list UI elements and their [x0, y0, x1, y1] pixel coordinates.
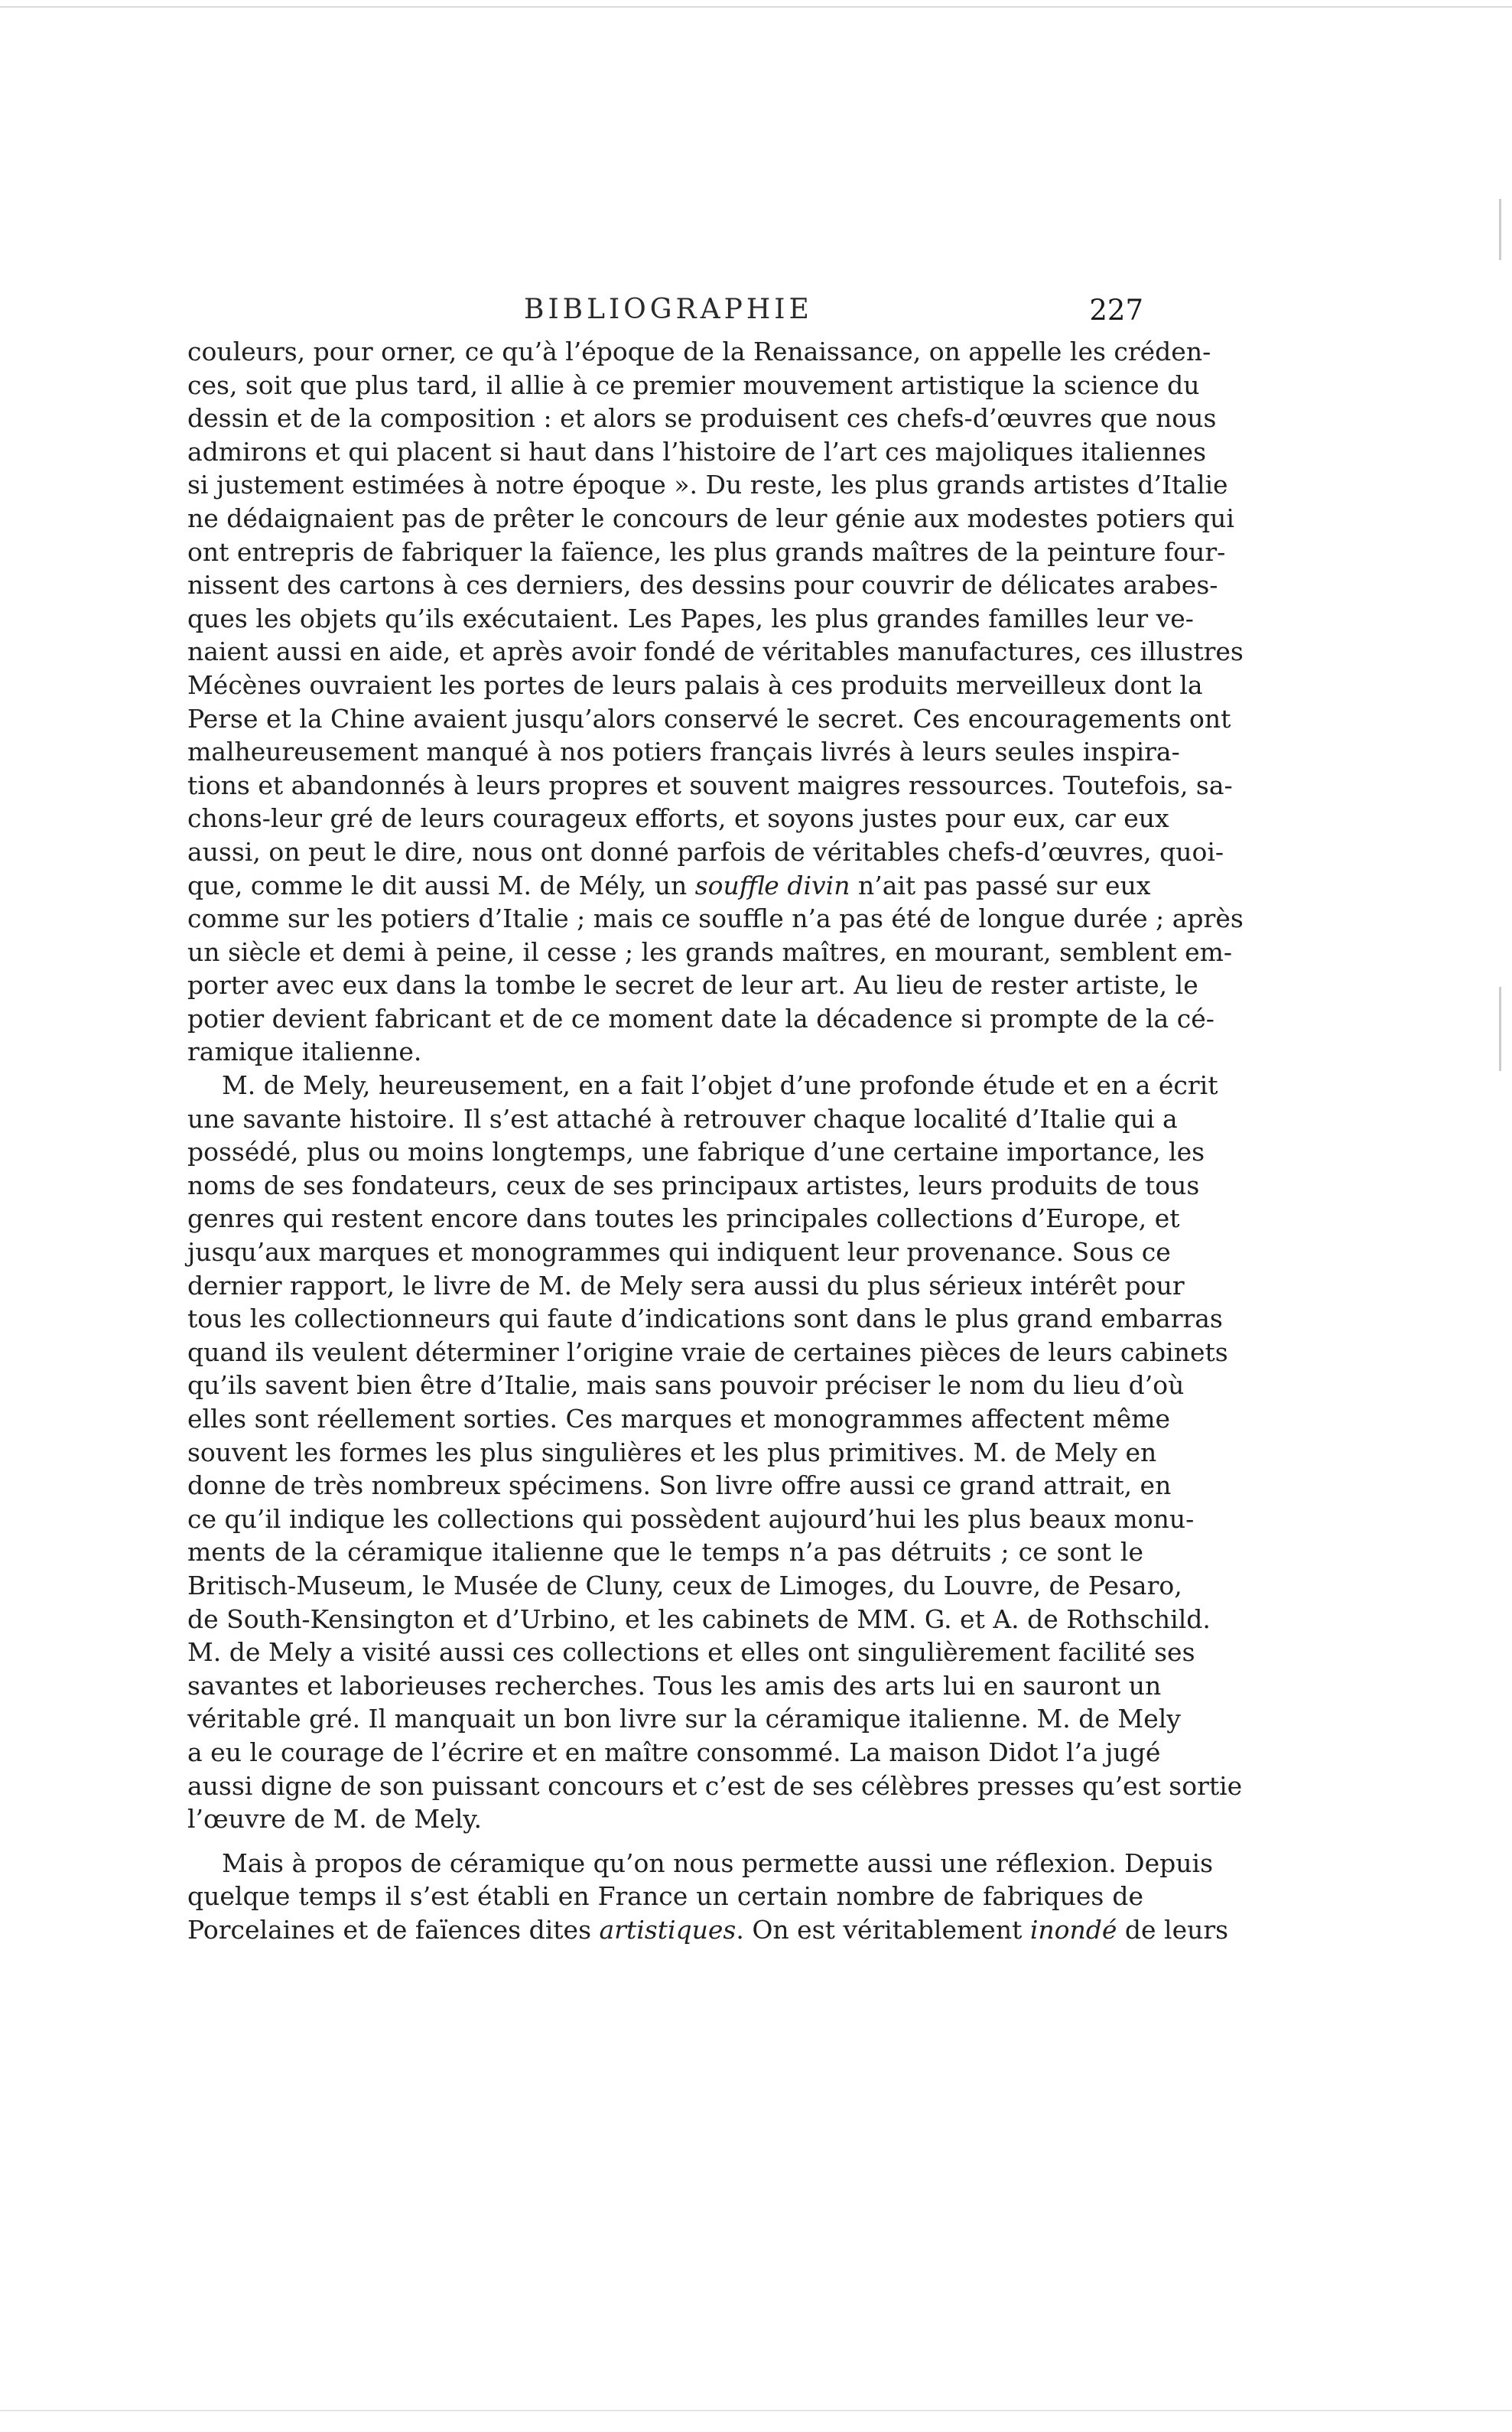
text-line: ont entrepris de fabriquer la faïence, les plus grands maîtres de la peinture four- — [187, 536, 1226, 567]
text-line: M. de Mely a visité aussi ces collections et elles ont singulièrement facilité ses — [187, 1637, 1195, 1668]
text-line: ce qu’il indique les collections qui possèdent aujourd’hui les plus beaux monu- — [187, 1503, 1195, 1534]
text-line: elles sont réellement sorties. Ces marques et monogrammes affectent même — [187, 1404, 1171, 1434]
text-line: donne de très nombreux spécimens. Son livre offre aussi ce grand attrait, en — [187, 1470, 1172, 1501]
text-line: naient aussi en aide, et après avoir fondé de véritables manufactures, ces illustres — [187, 636, 1244, 667]
text-line: une savante histoire. Il s’est attaché à retrouver chaque localité d’Italie qui a — [187, 1103, 1178, 1134]
text-line: ments de la céramique italienne que le temps n’a pas détruits ; ce sont le — [187, 1537, 1143, 1568]
text-line: noms de ses fondateurs, ceux de ses principaux artistes, leurs produits de tous — [187, 1170, 1200, 1200]
text-line: un siècle et demi à peine, il cesse ; les grands maîtres, en mourant, semblent em- — [187, 936, 1233, 967]
text-line: aussi, on peut le dire, nous ont donné parfois de véritables chefs-d’œuvres, quoi- — [187, 836, 1224, 867]
text-fragment: n’ait pas passé sur eux — [850, 870, 1151, 900]
text-line: dessin et de la composition : et alors se produisent ces chefs-d’œuvres que nous — [187, 403, 1217, 434]
text-line: M. de Mely, heureusement, en a fait l’objet d’une profonde étude et en a écrit — [222, 1070, 1218, 1101]
text-fragment: que, comme le dit aussi M. de Mély, un — [187, 870, 695, 900]
page-header — [187, 285, 1143, 330]
text-line: malheureusement manqué à nos potiers français livrés à leurs seules inspira- — [187, 737, 1180, 767]
scan-edge-line — [0, 6, 1512, 8]
text-line: ques les objets qu’ils exécutaient. Les Papes, les plus grandes familles leur ve- — [187, 603, 1194, 633]
text-line: si justement estimées à notre époque ». Du reste, les plus grands artistes d’Italie — [187, 470, 1228, 500]
text-line: dernier rapport, le livre de M. de Mely sera aussi du plus sérieux intérêt pour — [187, 1270, 1185, 1301]
scan-edge-line — [0, 2410, 1512, 2411]
page-number: 227 — [1089, 294, 1143, 327]
text-line: admirons et qui placent si haut dans l’histoire de l’art ces majoliques italiennes — [187, 436, 1207, 467]
italic-phrase: inondé — [1029, 1914, 1117, 1945]
text-line: Mais à propos de céramique qu’on nous permette aussi une réflexion. Depuis — [222, 1848, 1214, 1878]
text-fragment: . On est véritablement — [736, 1914, 1030, 1945]
text-line: ramique italienne. — [187, 1037, 422, 1067]
italic-phrase: artistiques — [599, 1914, 736, 1945]
text-line: ne dédaignaient pas de prêter le concours de leur génie aux modestes potiers qui — [187, 503, 1234, 533]
text-line: souvent les formes les plus singulières et les plus primitives. M. de Mely en — [187, 1437, 1157, 1467]
text-line: ces, soit que plus tard, il allie à ce premier mouvement artistique la science du — [187, 370, 1200, 400]
text-line: nissent des cartons à ces derniers, des dessins pour couvrir de délicates arabes- — [187, 570, 1218, 601]
text-line: genres qui restent encore dans toutes les principales collections d’Europe, et — [187, 1203, 1180, 1234]
text-line: qu’ils savent bien être d’Italie, mais sans pouvoir préciser le nom du lieu d’où — [187, 1370, 1185, 1401]
scan-edge-line — [1499, 987, 1501, 1071]
text-line: tions et abandonnés à leurs propres et souvent maigres ressources. Toutefois, sa- — [187, 770, 1233, 800]
text-line: couleurs, pour orner, ce qu’à l’époque de la Renaissance, on appelle les créden- — [187, 337, 1211, 366]
text-line: tous les collectionneurs qui faute d’indications sont dans le plus grand embarras — [187, 1304, 1223, 1334]
text-line: chons-leur gré de leurs courageux efforts, et soyons justes pour eux, car eux — [187, 803, 1169, 834]
running-title: BIBLIOGRAPHIE — [524, 294, 813, 325]
text-line: savantes et laborieuses recherches. Tous les amis des arts lui en sauront un — [187, 1670, 1162, 1701]
body-text — [187, 335, 1244, 1947]
text-fragment: Porcelaines et de faïences dites — [187, 1914, 600, 1945]
text-line: a eu le courage de l’écrire et en maître consommé. La maison Didot l’a jugé — [187, 1737, 1161, 1767]
text-line: l’œuvre de M. de Mely. — [187, 1804, 483, 1835]
italic-phrase: souffle divin — [694, 870, 850, 900]
text-line: aussi digne de son puissant concours et c’est de ses célèbres presses qu’est sortie — [187, 1770, 1243, 1801]
text-line: quelque temps il s’est établi en France un certain nombre de fabriques de — [187, 1881, 1143, 1912]
text-line — [187, 1913, 1229, 1947]
text-fragment: de leurs — [1117, 1914, 1229, 1945]
text-line: comme sur les potiers d’Italie ; mais ce souffle n’a pas été de longue durée ; après — [187, 903, 1244, 934]
text-line: Britisch-Museum, le Musée de Cluny, ceux de Limoges, du Louvre, de Pesaro, — [187, 1570, 1182, 1600]
text-line: possédé, plus ou moins longtemps, une fabrique d’une certaine importance, les — [187, 1137, 1205, 1167]
text-line: véritable gré. Il manquait un bon livre sur la céramique italienne. M. de Mely — [187, 1704, 1181, 1734]
scan-edge-line — [1499, 199, 1501, 260]
text-line: de South-Kensington et d’Urbino, et les cabinets de MM. G. et A. de Rothschild. — [187, 1603, 1211, 1634]
text-line: Perse et la Chine avaient jusqu’alors conservé le secret. Ces encouragements ont — [187, 703, 1231, 734]
text-line — [187, 869, 1151, 903]
text-line: jusqu’aux marques et monogrammes qui indiquent leur provenance. Sous ce — [187, 1237, 1171, 1268]
text-line: quand ils veulent déterminer l’origine vraie de certaines pièces de leurs cabinets — [187, 1336, 1228, 1367]
text-line: porter avec eux dans la tombe le secret de leur art. Au lieu de rester artiste, le — [187, 970, 1198, 1001]
text-line: Mécènes ouvraient les portes de leurs palais à ces produits merveilleux dont la — [187, 669, 1203, 700]
text-line: potier devient fabricant et de ce moment date la décadence si prompte de la cé- — [187, 1003, 1214, 1034]
